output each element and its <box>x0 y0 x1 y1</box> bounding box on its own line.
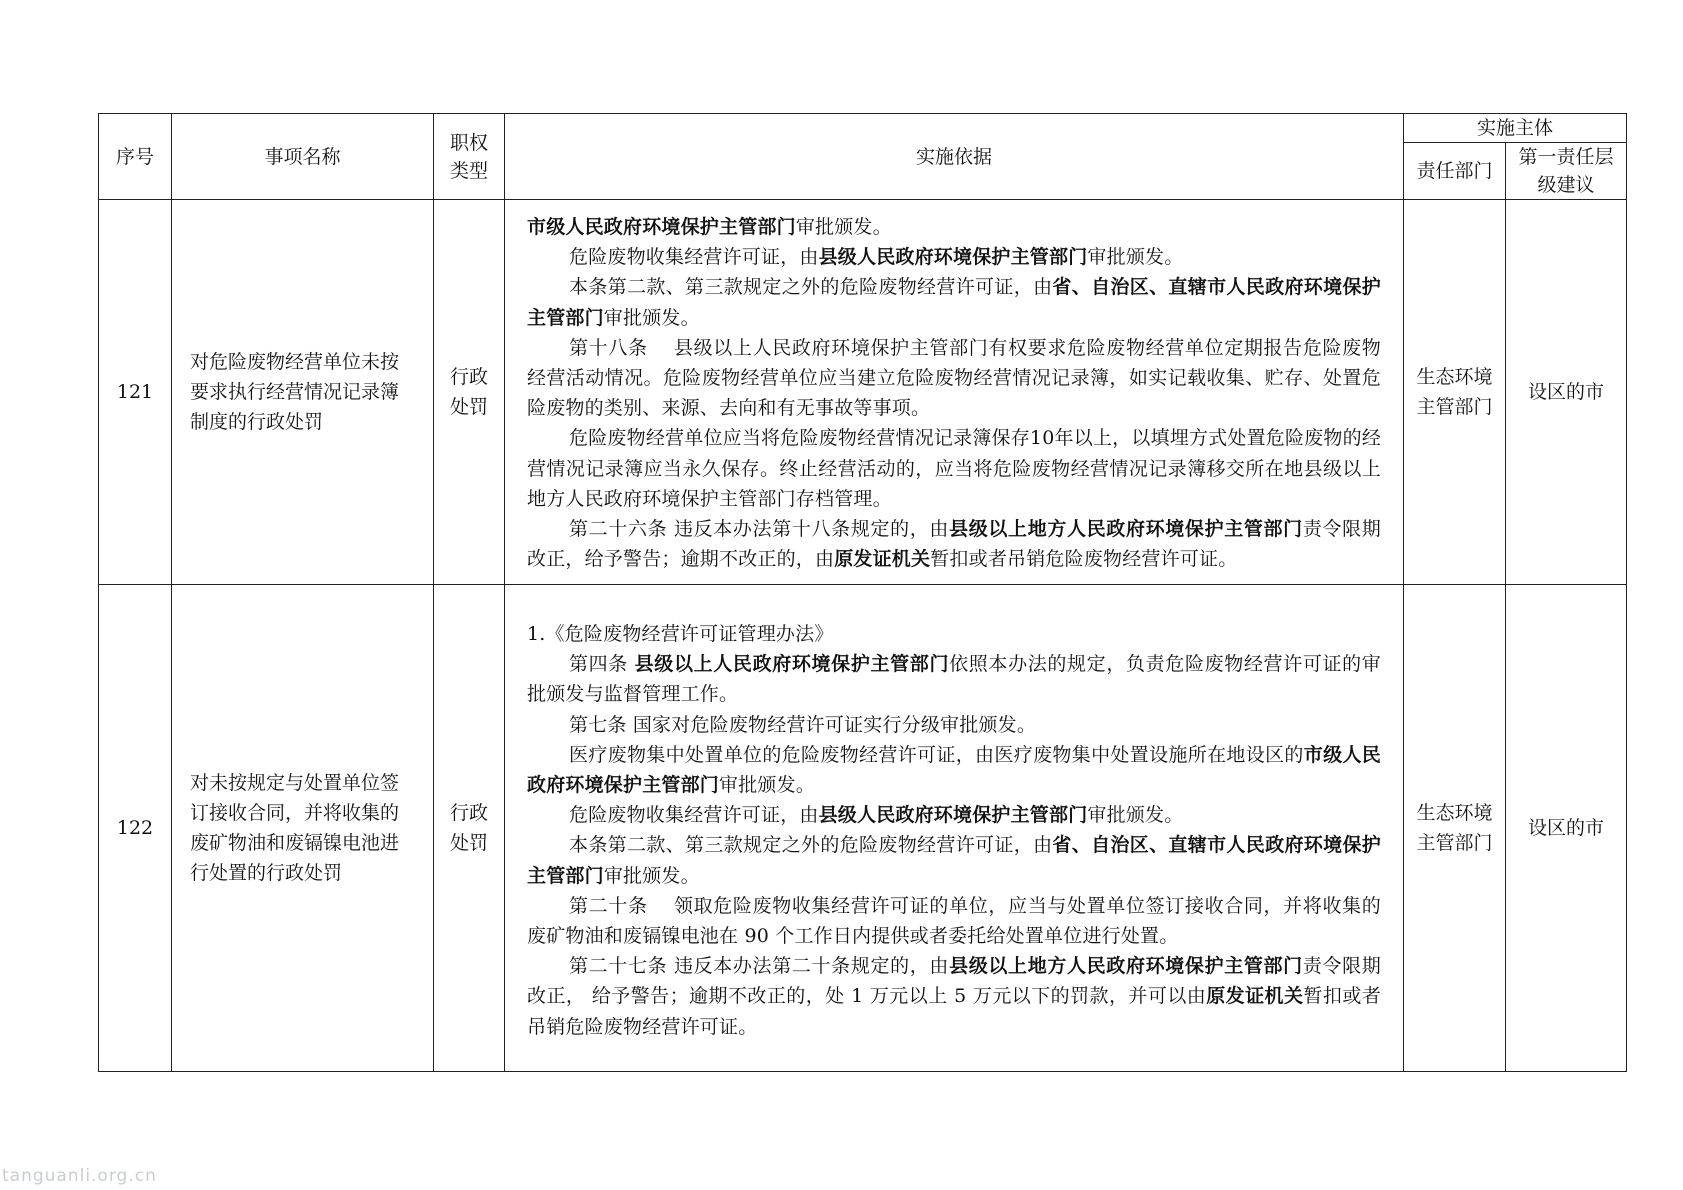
header-name: 事项名称 <box>172 114 434 200</box>
regulation-table <box>98 113 1627 1072</box>
row-name: 对危险废物经营单位未按要求执行经营情况记录簿制度的行政处罚 <box>172 200 434 585</box>
row-basis: 市级人民政府环境保护主管部门审批颁发。 危险废物收集经营许可证，由县级人民政府环境保护主管部门审批颁发。 本条第二款、第三款规定之外的危险废物经营许可证，由省、自治区、直辖市人民政府环境保护主管部门审批颁发。 第十八条 县级以上人民政府环境保护主管部门有权要求危险废物经营单位定期报告危险废物经营活动情况。危险废物经营单位应当建立危险废物经营情况记录簿，如实记载收集、贮存、处置危险废物的类别、来源、去向和有无事故等事项。 危险废物经营单位应当将危险废物经营情况记录簿保存10年以上，以填埋方式处置危险废物的经营情况记录簿应当永久保存。终止经营活动的，应当将危险废物经营情况记录簿移交所在地县级以上地方人民政府环境保护主管部门存档管理。 第二十六条 违反本办法第十八条规定的，由县级以上地方人民政府环境保护主管部门责令限期改正，给予警告；逾期不改正的，由原发证机关暂扣或者吊销危险废物经营许可证。 <box>505 200 1404 585</box>
header-type: 职权类型 <box>434 114 505 200</box>
table-row <box>99 200 1627 585</box>
row-type: 行政处罚 <box>434 200 505 585</box>
header-subject: 实施主体 <box>1404 114 1627 143</box>
row-dept: 生态环境主管部门 <box>1404 200 1506 585</box>
row-type: 行政处罚 <box>434 585 505 1072</box>
row-name: 对未按规定与处置单位签订接收合同，并将收集的废矿物油和废镉镍电池进行处置的行政处罚 <box>172 585 434 1072</box>
row-seq: 121 <box>99 200 172 585</box>
row-basis: 1.《危险废物经营许可证管理办法》 第四条 县级以上人民政府环境保护主管部门依照本办法的规定，负责危险废物经营许可证的审批颁发与监督管理工作。 第七条 国家对危险废物经营许可证实行分级审批颁发。 医疗废物集中处置单位的危险废物经营许可证，由医疗废物集中处置设施所在地设区的市级人民政府环境保护主管部门审批颁发。 危险废物收集经营许可证，由县级人民政府环境保护主管部门审批颁发。 本条第二款、第三款规定之外的危险废物经营许可证，由省、自治区、直辖市人民政府环境保护主管部门审批颁发。 第二十条 领取危险废物收集经营许可证的单位，应当与处置单位签订接收合同，并将收集的废矿物油和废镉镍电池在 90 个工作日内提供或者委托给处置单位进行处置。 第二十七条 违反本办法第二十条规定的，由县级以上地方人民政府环境保护主管部门责令限期改正， 给予警告；逾期不改正的，处 1 万元以上 5 万元以下的罚款，并可以由原发证机关暂扣或者吊销危险废物经营许可证。 <box>505 585 1404 1072</box>
header-level: 第一责任层级建议 <box>1506 143 1627 200</box>
table-row <box>99 585 1627 1072</box>
row-dept: 生态环境主管部门 <box>1404 585 1506 1072</box>
row-seq: 122 <box>99 585 172 1072</box>
header-basis: 实施依据 <box>505 114 1404 200</box>
watermark: tanguanli.org.cn <box>2 1166 157 1186</box>
row-level: 设区的市 <box>1506 585 1627 1072</box>
row-level: 设区的市 <box>1506 200 1627 585</box>
header-dept: 责任部门 <box>1404 143 1506 200</box>
header-seq: 序号 <box>99 114 172 200</box>
